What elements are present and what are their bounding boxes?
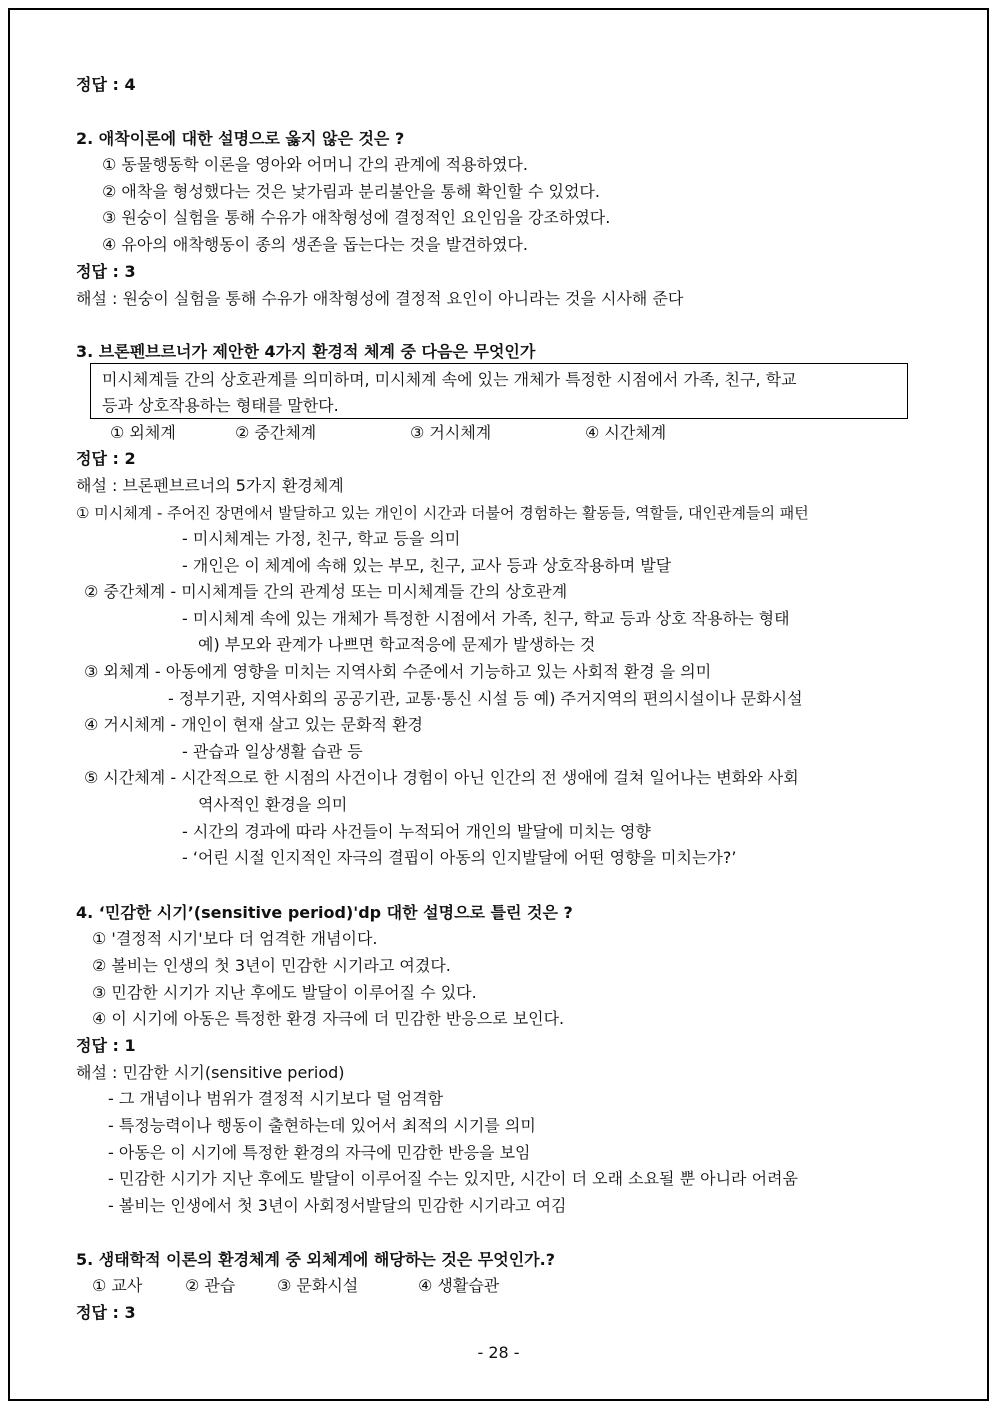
q2-option-2: ② 애착을 형성했다는 것은 낯가림과 분리불안을 통해 확인할 수 있었다. bbox=[102, 182, 600, 201]
q4-option-1: ① '결정적 시기'보다 더 엄격한 개념이다. bbox=[92, 929, 378, 948]
q3-explanation-title: 해설 : 브론펜브르너의 5가지 환경체계 bbox=[76, 476, 344, 495]
q3-exp-line: ① 미시체계 - 주어진 장면에서 발달하고 있는 개인이 시간과 더불어 경험하는 활동들, 역할들, 대인관계들의 패턴 bbox=[76, 504, 809, 522]
q3-exp-line: - 관습과 일상생활 습관 등 bbox=[182, 742, 363, 761]
q1-answer: 정답 : 4 bbox=[76, 75, 136, 94]
q3-exp-line: - 미시체계는 가정, 친구, 학교 등을 의미 bbox=[182, 529, 461, 548]
q3-exp-line: - 시간의 경과에 따라 사건들이 누적되어 개인의 발달에 미치는 영향 bbox=[182, 822, 651, 841]
q4-exp-line: - 민감한 시기가 지난 후에도 발달이 이루어질 수는 있지만, 시간이 더 오래 소요될 뿐 아니라 어려움 bbox=[108, 1169, 798, 1188]
document-page bbox=[8, 8, 989, 1401]
q4-title: 4. ‘민감한 시기’(sensitive period)'dp 대한 설명으로 틀린 것은 ? bbox=[76, 903, 573, 922]
q3-exp-line: ② 중간체계 - 미시체계들 간의 관계성 또는 미시체계들 간의 상호관계 bbox=[84, 582, 568, 601]
q2-title: 2. 애착이론에 대한 설명으로 옳지 않은 것은 ? bbox=[76, 129, 405, 148]
q4-exp-line: - 특정능력이나 행동이 출현하는데 있어서 최적의 시기를 의미 bbox=[108, 1116, 536, 1135]
q2-explanation: 해설 : 원숭이 실험을 통해 수유가 애착형성에 결정적 요인이 아니라는 것을 시사해 준다 bbox=[76, 289, 684, 308]
q3-exp-line: - 개인은 이 체계에 속해 있는 부모, 친구, 교사 등과 상호작용하며 발달 bbox=[182, 556, 672, 575]
q3-option-2: ② 중간체계 bbox=[235, 423, 317, 442]
q3-exp-line: ⑤ 시간체계 - 시간적으로 한 시점의 사건이나 경험이 아닌 인간의 전 생애에 걸쳐 일어나는 변화와 사회 bbox=[84, 768, 799, 787]
q3-option-4: ④ 시간체계 bbox=[585, 423, 667, 442]
q4-option-3: ③ 민감한 시기가 지난 후에도 발달이 이루어질 수 있다. bbox=[92, 983, 477, 1002]
q4-exp-line: - 볼비는 인생에서 첫 3년이 사회정서발달의 민감한 시기라고 여김 bbox=[108, 1196, 567, 1215]
q5-answer: 정답 : 3 bbox=[76, 1303, 136, 1322]
q4-answer: 정답 : 1 bbox=[76, 1036, 136, 1055]
page-number: - 28 - bbox=[477, 1343, 520, 1362]
q3-option-1: ① 외체계 bbox=[110, 423, 176, 442]
q3-exp-line: 역사적인 환경을 의미 bbox=[198, 795, 348, 814]
q3-exp-line: 예) 부모와 관계가 나쁘면 학교적응에 문제가 발생하는 것 bbox=[198, 635, 596, 654]
q4-exp-line: - 아동은 이 시기에 특정한 환경의 자극에 민감한 반응을 보임 bbox=[108, 1143, 531, 1162]
q4-explanation-title: 해설 : 민감한 시기(sensitive period) bbox=[76, 1063, 345, 1082]
q3-exp-line: ③ 외체계 - 아동에게 영향을 미치는 지역사회 수준에서 기능하고 있는 사회적 환경 을 의미 bbox=[84, 662, 712, 681]
q2-option-3: ③ 원숭이 실험을 통해 수유가 애착형성에 결정적인 요인임을 강조하였다. bbox=[102, 208, 611, 227]
q3-passage-line-2: 등과 상호작용하는 형태를 말한다. bbox=[102, 396, 339, 415]
q5-option-1: ① 교사 bbox=[92, 1276, 143, 1295]
q5-option-3: ③ 문화시설 bbox=[277, 1276, 359, 1295]
q2-option-1: ① 동물행동학 이론을 영아와 어머니 간의 관계에 적용하였다. bbox=[102, 155, 528, 174]
q5-option-4: ④ 생활습관 bbox=[418, 1276, 500, 1295]
q3-passage-line-1: 미시체계들 간의 상호관계를 의미하며, 미시체계 속에 있는 개체가 특정한 시점에서 가족, 친구, 학교 bbox=[102, 370, 797, 389]
q4-exp-line: - 그 개념이나 범위가 결정적 시기보다 덜 엄격함 bbox=[108, 1089, 444, 1108]
q3-answer: 정답 : 2 bbox=[76, 449, 136, 468]
q3-option-3: ③ 거시체계 bbox=[410, 423, 492, 442]
q3-title: 3. 브론펜브르너가 제안한 4가지 환경적 체계 중 다음은 무엇인가 bbox=[76, 342, 536, 361]
q2-answer: 정답 : 3 bbox=[76, 262, 136, 281]
q2-option-4: ④ 유아의 애착행동이 종의 생존을 돕는다는 것을 발견하였다. bbox=[102, 235, 528, 254]
q3-exp-line: - 미시체계 속에 있는 개체가 특정한 시점에서 가족, 친구, 학교 등과 상호 작용하는 형태 bbox=[182, 609, 790, 628]
q5-option-2: ② 관습 bbox=[185, 1276, 236, 1295]
q4-option-2: ② 볼비는 인생의 첫 3년이 민감한 시기라고 여겼다. bbox=[92, 956, 451, 975]
q4-option-4: ④ 이 시기에 아동은 특정한 환경 자극에 더 민감한 반응으로 보인다. bbox=[92, 1009, 565, 1028]
q3-exp-line: - 정부기관, 지역사회의 공공기관, 교통·통신 시설 등 예) 주거지역의 편의시설이나 문화시설 bbox=[168, 689, 803, 708]
q5-title: 5. 생태학적 이론의 환경체계 중 외체계에 해당하는 것은 무엇인가.? bbox=[76, 1250, 555, 1269]
q3-exp-line: - ‘어린 시절 인지적인 자극의 결핍이 아동의 인지발달에 어떤 영향을 미치는가?’ bbox=[182, 848, 737, 867]
q3-exp-line: ④ 거시체계 - 개인이 현재 살고 있는 문화적 환경 bbox=[84, 715, 424, 734]
